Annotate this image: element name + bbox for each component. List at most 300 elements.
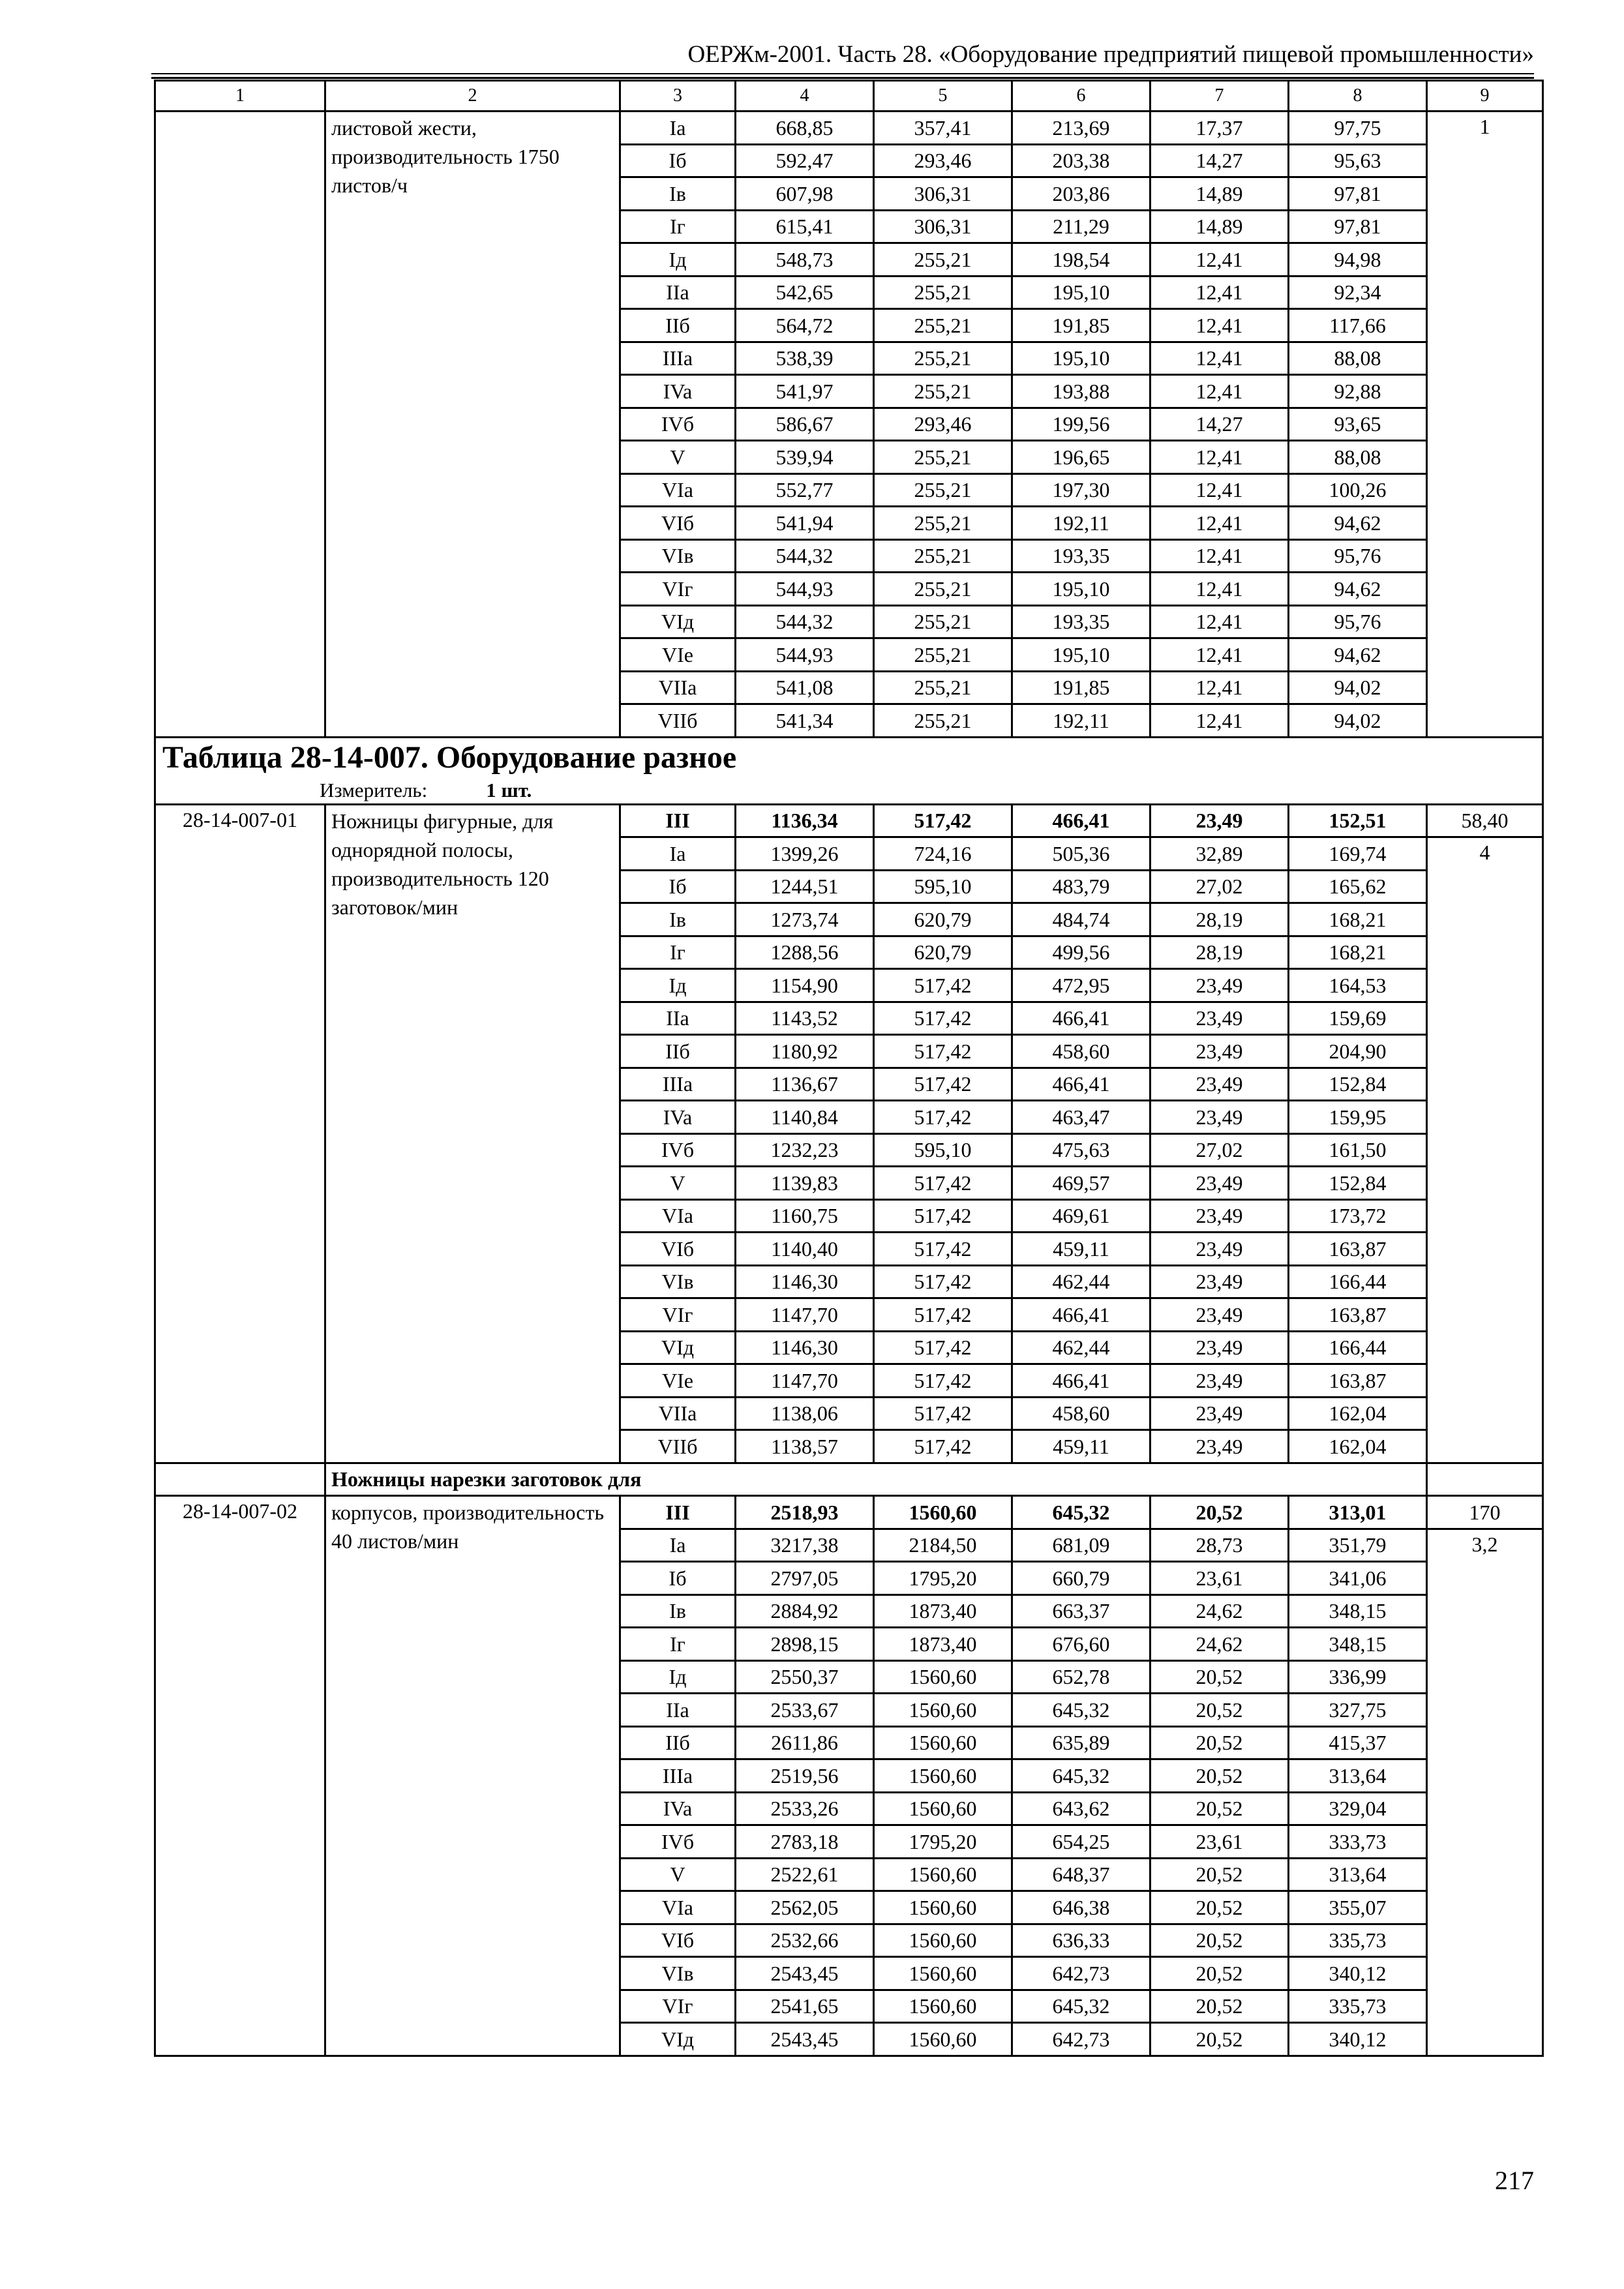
value-cell: 169,74 <box>1289 837 1427 871</box>
value-cell: 97,81 <box>1289 210 1427 243</box>
value-cell: 351,79 <box>1289 1529 1427 1562</box>
value-cell: 255,21 <box>874 342 1012 375</box>
rate-code: 28-14-007-01 <box>155 804 325 1463</box>
value-cell: 198,54 <box>1012 243 1150 277</box>
zone-cell: Iв <box>620 1594 736 1628</box>
col9-value: 4 <box>1427 837 1543 1463</box>
value-cell: 335,73 <box>1289 1924 1427 1957</box>
value-cell: 2543,45 <box>736 2023 874 2056</box>
value-cell: 466,41 <box>1012 1364 1150 1398</box>
value-cell: 23,49 <box>1150 1002 1289 1035</box>
value-cell: 162,04 <box>1289 1397 1427 1430</box>
value-cell: 23,49 <box>1150 1298 1289 1332</box>
value-cell: 1560,60 <box>874 1660 1012 1694</box>
value-cell: 1873,40 <box>874 1628 1012 1661</box>
rates-table <box>154 80 1544 2057</box>
value-cell: 1138,57 <box>736 1430 874 1463</box>
zone-cell: V <box>620 441 736 474</box>
column-number-row <box>155 81 1543 112</box>
zone-cell: IIб <box>620 1726 736 1759</box>
column-number: 8 <box>1289 81 1427 112</box>
value-cell: 517,42 <box>874 1397 1012 1430</box>
value-cell: 615,41 <box>736 210 874 243</box>
zone-cell: VIг <box>620 1990 736 2023</box>
zone-cell: VIe <box>620 1364 736 1398</box>
zone-cell: IIa <box>620 1694 736 1727</box>
column-number: 4 <box>736 81 874 112</box>
value-cell: 12,41 <box>1150 638 1289 672</box>
value-cell: 192,11 <box>1012 704 1150 738</box>
value-cell: 1136,67 <box>736 1068 874 1101</box>
value-cell: 2518,93 <box>736 1496 874 1529</box>
value-cell: 100,26 <box>1289 473 1427 507</box>
value-cell: 2783,18 <box>736 1825 874 1859</box>
table-title: Таблица 28-14-007. Оборудование разное <box>155 737 1543 777</box>
value-cell: 14,27 <box>1150 408 1289 441</box>
value-cell: 462,44 <box>1012 1265 1150 1298</box>
value-cell: 654,25 <box>1012 1825 1150 1859</box>
zone-cell: VIa <box>620 473 736 507</box>
column-number: 7 <box>1150 81 1289 112</box>
value-cell: 94,02 <box>1289 671 1427 704</box>
value-cell: 23,49 <box>1150 1397 1289 1430</box>
value-cell: 681,09 <box>1012 1529 1150 1562</box>
value-cell: 2562,05 <box>736 1891 874 1924</box>
value-cell: 12,41 <box>1150 243 1289 277</box>
value-cell: 329,04 <box>1289 1792 1427 1825</box>
value-cell: 159,95 <box>1289 1101 1427 1134</box>
value-cell: 642,73 <box>1012 2023 1150 2056</box>
value-cell: 306,31 <box>874 210 1012 243</box>
zone-cell: VIв <box>620 1957 736 1990</box>
value-cell: 12,41 <box>1150 704 1289 738</box>
value-cell: 348,15 <box>1289 1628 1427 1661</box>
value-cell: 2533,26 <box>736 1792 874 1825</box>
value-cell: 517,42 <box>874 1199 1012 1233</box>
header-rule-double <box>151 77 1534 79</box>
value-cell: 97,81 <box>1289 177 1427 211</box>
value-cell: 20,52 <box>1150 1694 1289 1727</box>
value-cell: 1560,60 <box>874 1496 1012 1529</box>
value-cell: 517,42 <box>874 1331 1012 1364</box>
col9-value: 170 <box>1427 1496 1543 1529</box>
value-cell: 159,69 <box>1289 1002 1427 1035</box>
table-body <box>155 81 1543 2056</box>
value-cell: 95,76 <box>1289 539 1427 573</box>
value-cell: 165,62 <box>1289 870 1427 903</box>
value-cell: 645,32 <box>1012 1496 1150 1529</box>
value-cell: 505,36 <box>1012 837 1150 871</box>
value-cell: 193,35 <box>1012 539 1150 573</box>
zone-cell: IIIa <box>620 1759 736 1793</box>
value-cell: 459,11 <box>1012 1233 1150 1266</box>
value-cell: 255,21 <box>874 473 1012 507</box>
value-cell: 1560,60 <box>874 1990 1012 2023</box>
value-cell: 1795,20 <box>874 1825 1012 1859</box>
value-cell: 1560,60 <box>874 2023 1012 2056</box>
zone-cell: IIa <box>620 276 736 309</box>
value-cell: 1136,34 <box>736 804 874 837</box>
value-cell: 542,65 <box>736 276 874 309</box>
value-cell: 163,87 <box>1289 1298 1427 1332</box>
value-cell: 255,21 <box>874 243 1012 277</box>
zone-cell: IIб <box>620 309 736 342</box>
value-cell: 1560,60 <box>874 1726 1012 1759</box>
value-cell: 1147,70 <box>736 1364 874 1398</box>
value-cell: 195,10 <box>1012 276 1150 309</box>
value-cell: 462,44 <box>1012 1331 1150 1364</box>
value-cell: 255,21 <box>874 573 1012 606</box>
zone-cell: Iб <box>620 870 736 903</box>
zone-cell: Iг <box>620 936 736 969</box>
zone-cell: III <box>620 804 736 837</box>
running-header: ОЕРЖм-2001. Часть 28. «Оборудование предприятий пищевой промышленности» <box>687 41 1534 68</box>
value-cell: 1146,30 <box>736 1265 874 1298</box>
value-cell: 12,41 <box>1150 605 1289 638</box>
value-cell: 635,89 <box>1012 1726 1150 1759</box>
value-cell: 20,52 <box>1150 1858 1289 1891</box>
value-cell: 12,41 <box>1150 342 1289 375</box>
rate-description: Ножницы фигурные, для однорядной полосы, производительность 120 заготовок/мин <box>325 804 620 1463</box>
value-cell: 1180,92 <box>736 1035 874 1068</box>
value-cell: 255,21 <box>874 638 1012 672</box>
value-cell: 162,04 <box>1289 1430 1427 1463</box>
value-cell: 1560,60 <box>874 1858 1012 1891</box>
header-rule <box>151 73 1534 74</box>
value-cell: 192,11 <box>1012 507 1150 540</box>
value-cell: 166,44 <box>1289 1331 1427 1364</box>
value-cell: 469,61 <box>1012 1199 1150 1233</box>
value-cell: 94,62 <box>1289 638 1427 672</box>
zone-cell: VIв <box>620 1265 736 1298</box>
table-row <box>155 112 1543 145</box>
value-cell: 20,52 <box>1150 1726 1289 1759</box>
value-cell: 12,41 <box>1150 507 1289 540</box>
value-cell: 517,42 <box>874 804 1012 837</box>
column-number: 9 <box>1427 81 1543 112</box>
value-cell: 27,02 <box>1150 870 1289 903</box>
value-cell: 541,08 <box>736 671 874 704</box>
column-number: 1 <box>155 81 325 112</box>
value-cell: 20,52 <box>1150 2023 1289 2056</box>
col9-value: 3,2 <box>1427 1529 1543 2056</box>
zone-cell: IIa <box>620 1002 736 1035</box>
zone-cell: VIд <box>620 2023 736 2056</box>
value-cell: 472,95 <box>1012 969 1150 1002</box>
value-cell: 1560,60 <box>874 1792 1012 1825</box>
zone-cell: Iв <box>620 903 736 936</box>
value-cell: 211,29 <box>1012 210 1150 243</box>
value-cell: 12,41 <box>1150 276 1289 309</box>
value-cell: 255,21 <box>874 276 1012 309</box>
value-cell: 313,64 <box>1289 1858 1427 1891</box>
zone-cell: VIб <box>620 1233 736 1266</box>
value-cell: 340,12 <box>1289 2023 1427 2056</box>
zone-cell: IVб <box>620 1133 736 1167</box>
value-cell: 23,49 <box>1150 1167 1289 1200</box>
zone-cell: VIIa <box>620 671 736 704</box>
value-cell: 17,37 <box>1150 112 1289 145</box>
value-cell: 2522,61 <box>736 1858 874 1891</box>
value-cell: 564,72 <box>736 309 874 342</box>
zone-cell: VIIб <box>620 704 736 738</box>
value-cell: 544,93 <box>736 638 874 672</box>
value-cell: 2797,05 <box>736 1562 874 1595</box>
value-cell: 199,56 <box>1012 408 1150 441</box>
value-cell: 475,63 <box>1012 1133 1150 1167</box>
value-cell: 23,61 <box>1150 1562 1289 1595</box>
value-cell: 255,21 <box>874 671 1012 704</box>
value-cell: 95,76 <box>1289 605 1427 638</box>
value-cell: 517,42 <box>874 1002 1012 1035</box>
zone-cell: VIa <box>620 1199 736 1233</box>
value-cell: 1138,06 <box>736 1397 874 1430</box>
value-cell: 541,97 <box>736 375 874 408</box>
value-cell: 191,85 <box>1012 671 1150 704</box>
value-cell: 469,57 <box>1012 1167 1150 1200</box>
value-cell: 97,75 <box>1289 112 1427 145</box>
zone-cell: V <box>620 1858 736 1891</box>
value-cell: 1160,75 <box>736 1199 874 1233</box>
value-cell: 24,62 <box>1150 1594 1289 1628</box>
value-cell: 20,52 <box>1150 1990 1289 2023</box>
value-cell: 357,41 <box>874 112 1012 145</box>
value-cell: 724,16 <box>874 837 1012 871</box>
zone-cell: VIб <box>620 1924 736 1957</box>
value-cell: 23,49 <box>1150 1068 1289 1101</box>
zone-cell: VIд <box>620 605 736 638</box>
value-cell: 3217,38 <box>736 1529 874 1562</box>
value-cell: 1873,40 <box>874 1594 1012 1628</box>
value-cell: 12,41 <box>1150 309 1289 342</box>
value-cell: 1560,60 <box>874 1759 1012 1793</box>
value-cell: 12,41 <box>1150 573 1289 606</box>
value-cell: 88,08 <box>1289 441 1427 474</box>
table-row <box>155 1496 1543 1529</box>
value-cell: 652,78 <box>1012 1660 1150 1694</box>
value-cell: 1273,74 <box>736 903 874 936</box>
value-cell: 23,49 <box>1150 1035 1289 1068</box>
value-cell: 1143,52 <box>736 1002 874 1035</box>
value-cell: 458,60 <box>1012 1035 1150 1068</box>
value-cell: 293,46 <box>874 144 1012 177</box>
value-cell: 94,02 <box>1289 704 1427 738</box>
zone-cell: III <box>620 1496 736 1529</box>
value-cell: 195,10 <box>1012 573 1150 606</box>
value-cell: 2184,50 <box>874 1529 1012 1562</box>
zone-cell: Ia <box>620 1529 736 1562</box>
value-cell: 668,85 <box>736 112 874 145</box>
value-cell: 92,88 <box>1289 375 1427 408</box>
value-cell: 203,38 <box>1012 144 1150 177</box>
zone-cell: Iг <box>620 1628 736 1661</box>
value-cell: 191,85 <box>1012 309 1150 342</box>
value-cell: 94,98 <box>1289 243 1427 277</box>
zone-cell: Iб <box>620 144 736 177</box>
value-cell: 348,15 <box>1289 1594 1427 1628</box>
zone-cell: IVб <box>620 1825 736 1859</box>
value-cell: 28,73 <box>1150 1529 1289 1562</box>
value-cell: 23,49 <box>1150 1101 1289 1134</box>
value-cell: 161,50 <box>1289 1133 1427 1167</box>
zone-cell: VIIб <box>620 1430 736 1463</box>
value-cell: 1795,20 <box>874 1562 1012 1595</box>
value-cell: 28,19 <box>1150 936 1289 969</box>
value-cell: 1560,60 <box>874 1891 1012 1924</box>
value-cell: 466,41 <box>1012 1068 1150 1101</box>
value-cell: 645,32 <box>1012 1990 1150 2023</box>
value-cell: 327,75 <box>1289 1694 1427 1727</box>
value-cell: 335,73 <box>1289 1990 1427 2023</box>
column-number: 5 <box>874 81 1012 112</box>
zone-cell: IIб <box>620 1035 736 1068</box>
value-cell: 313,64 <box>1289 1759 1427 1793</box>
value-cell: 23,49 <box>1150 1233 1289 1266</box>
value-cell: 660,79 <box>1012 1562 1150 1595</box>
value-cell: 28,19 <box>1150 903 1289 936</box>
empty-cell <box>155 1463 325 1496</box>
value-cell: 341,06 <box>1289 1562 1427 1595</box>
zone-cell: Ia <box>620 837 736 871</box>
value-cell: 12,41 <box>1150 671 1289 704</box>
zone-cell: IIIa <box>620 342 736 375</box>
value-cell: 193,35 <box>1012 605 1150 638</box>
value-cell: 517,42 <box>874 1364 1012 1398</box>
value-cell: 466,41 <box>1012 1002 1150 1035</box>
value-cell: 1232,23 <box>736 1133 874 1167</box>
value-cell: 313,01 <box>1289 1496 1427 1529</box>
col9-value: 1 <box>1427 112 1543 738</box>
value-cell: 255,21 <box>874 704 1012 738</box>
value-cell: 203,86 <box>1012 177 1150 211</box>
zone-cell: VIб <box>620 507 736 540</box>
zone-cell: Iд <box>620 969 736 1002</box>
value-cell: 255,21 <box>874 605 1012 638</box>
value-cell: 12,41 <box>1150 539 1289 573</box>
value-cell: 483,79 <box>1012 870 1150 903</box>
value-cell: 2532,66 <box>736 1924 874 1957</box>
value-cell: 20,52 <box>1150 1759 1289 1793</box>
zone-cell: Iв <box>620 177 736 211</box>
value-cell: 93,65 <box>1289 408 1427 441</box>
value-cell: 340,12 <box>1289 1957 1427 1990</box>
zone-cell: Iд <box>620 1660 736 1694</box>
value-cell: 517,42 <box>874 1167 1012 1200</box>
value-cell: 646,38 <box>1012 1891 1150 1924</box>
value-cell: 195,10 <box>1012 638 1150 672</box>
zone-cell: VIв <box>620 539 736 573</box>
value-cell: 2543,45 <box>736 1957 874 1990</box>
value-cell: 517,42 <box>874 1101 1012 1134</box>
value-cell: 645,32 <box>1012 1694 1150 1727</box>
zone-cell: IIIa <box>620 1068 736 1101</box>
column-number: 2 <box>325 81 620 112</box>
value-cell: 2550,37 <box>736 1660 874 1694</box>
value-cell: 20,52 <box>1150 1957 1289 1990</box>
value-cell: 255,21 <box>874 309 1012 342</box>
value-cell: 548,73 <box>736 243 874 277</box>
empty-cell <box>1427 1463 1543 1496</box>
value-cell: 1560,60 <box>874 1957 1012 1990</box>
value-cell: 196,65 <box>1012 441 1150 474</box>
value-cell: 14,89 <box>1150 177 1289 211</box>
rate-description: корпусов, производительность 40 листов/мин <box>325 1496 620 2056</box>
value-cell: 12,41 <box>1150 375 1289 408</box>
value-cell: 12,41 <box>1150 441 1289 474</box>
value-cell: 168,21 <box>1289 903 1427 936</box>
value-cell: 1140,84 <box>736 1101 874 1134</box>
value-cell: 32,89 <box>1150 837 1289 871</box>
zone-cell: VIIa <box>620 1397 736 1430</box>
meter-unit: 1 шт. <box>486 778 532 801</box>
value-cell: 586,67 <box>736 408 874 441</box>
value-cell: 255,21 <box>874 441 1012 474</box>
value-cell: 255,21 <box>874 507 1012 540</box>
value-cell: 463,47 <box>1012 1101 1150 1134</box>
zone-cell: Iг <box>620 210 736 243</box>
value-cell: 14,89 <box>1150 210 1289 243</box>
value-cell: 466,41 <box>1012 1298 1150 1332</box>
value-cell: 163,87 <box>1289 1233 1427 1266</box>
value-cell: 1244,51 <box>736 870 874 903</box>
value-cell: 517,42 <box>874 1035 1012 1068</box>
value-cell: 14,27 <box>1150 144 1289 177</box>
value-cell: 517,42 <box>874 1430 1012 1463</box>
value-cell: 643,62 <box>1012 1792 1150 1825</box>
value-cell: 517,42 <box>874 1233 1012 1266</box>
value-cell: 20,52 <box>1150 1660 1289 1694</box>
value-cell: 595,10 <box>874 870 1012 903</box>
value-cell: 20,52 <box>1150 1496 1289 1529</box>
zone-cell: VIг <box>620 1298 736 1332</box>
value-cell: 152,84 <box>1289 1167 1427 1200</box>
value-cell: 152,51 <box>1289 804 1427 837</box>
value-cell: 541,34 <box>736 704 874 738</box>
table-title-row <box>155 737 1543 777</box>
value-cell: 620,79 <box>874 936 1012 969</box>
value-cell: 355,07 <box>1289 1891 1427 1924</box>
meter-label: Измеритель: <box>320 778 428 801</box>
value-cell: 195,10 <box>1012 342 1150 375</box>
value-cell: 23,49 <box>1150 1265 1289 1298</box>
value-cell: 23,49 <box>1150 804 1289 837</box>
value-cell: 2884,92 <box>736 1594 874 1628</box>
value-cell: 20,52 <box>1150 1792 1289 1825</box>
zone-cell: IVa <box>620 375 736 408</box>
value-cell: 336,99 <box>1289 1660 1427 1694</box>
value-cell: 517,42 <box>874 1298 1012 1332</box>
value-cell: 544,32 <box>736 605 874 638</box>
value-cell: 193,88 <box>1012 375 1150 408</box>
value-cell: 2519,56 <box>736 1759 874 1793</box>
value-cell: 306,31 <box>874 177 1012 211</box>
zone-cell: Iд <box>620 243 736 277</box>
sub-heading-row <box>155 1463 1543 1496</box>
value-cell: 499,56 <box>1012 936 1150 969</box>
meter-row <box>155 777 1543 805</box>
value-cell: 20,52 <box>1150 1924 1289 1957</box>
value-cell: 620,79 <box>874 903 1012 936</box>
value-cell: 213,69 <box>1012 112 1150 145</box>
value-cell: 94,62 <box>1289 507 1427 540</box>
zone-cell: Ia <box>620 112 736 145</box>
value-cell: 23,49 <box>1150 1364 1289 1398</box>
value-cell: 117,66 <box>1289 309 1427 342</box>
value-cell: 1140,40 <box>736 1233 874 1266</box>
value-cell: 23,49 <box>1150 969 1289 1002</box>
zone-cell: VIa <box>620 1891 736 1924</box>
value-cell: 1147,70 <box>736 1298 874 1332</box>
